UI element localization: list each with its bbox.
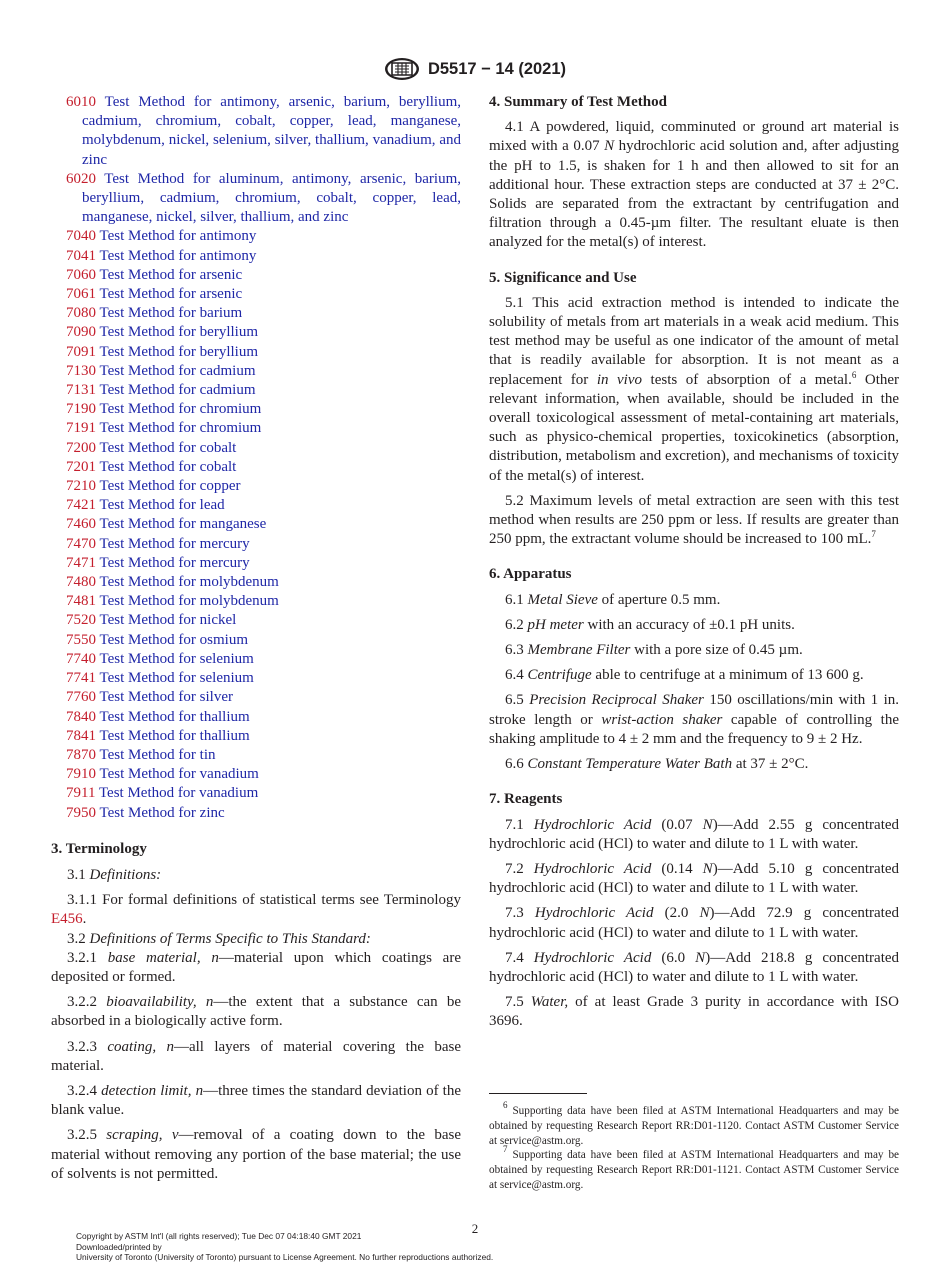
reference-item[interactable] (51, 304, 461, 323)
reference-title[interactable]: Test Method for thallium (99, 727, 250, 744)
reference-number[interactable]: 7760 (66, 689, 96, 706)
reference-title[interactable]: Test Method for cadmium (99, 362, 256, 379)
reference-number[interactable]: 7130 (66, 362, 96, 379)
right-column (489, 93, 899, 1032)
reference-title[interactable]: Test Method for selenium (99, 670, 254, 687)
reference-number[interactable]: 7041 (66, 247, 96, 264)
reference-item[interactable] (51, 381, 461, 400)
reference-number[interactable]: 7060 (66, 266, 96, 283)
reference-title[interactable]: Test Method for beryllium (99, 343, 258, 360)
para-3-2-3: 3.2.3 coating, n—all layers of material covering the base material. (51, 1038, 461, 1074)
para-3-1-1: 3.1.1 For formal definitions of statistical terms see Terminology E456. (51, 892, 462, 928)
reference-number[interactable]: 7040 (66, 228, 96, 245)
reference-item[interactable] (51, 727, 461, 746)
reference-item[interactable] (51, 419, 461, 438)
para-6-1: 6.1 Metal Sieve of aperture 0.5 mm. (505, 591, 721, 608)
reference-number[interactable]: 7481 (66, 593, 96, 610)
para-6-6: 6.6 Constant Temperature Water Bath at 37 ± 2°C. (505, 756, 809, 773)
reference-number[interactable]: 7520 (66, 612, 96, 629)
reference-item[interactable] (51, 170, 461, 228)
reference-item[interactable] (51, 784, 461, 803)
reference-item[interactable] (51, 343, 461, 362)
reference-item[interactable] (51, 362, 461, 381)
reference-title[interactable]: Test Method for cadmium (99, 382, 256, 399)
reference-number[interactable]: 7910 (66, 766, 96, 783)
link-e456[interactable]: E456 (51, 911, 83, 928)
para-4-1: 4.1 A powdered, liquid, comminuted or ground art material is mixed with a 0.07 N hydrochloric acid solution and, after adjusting the pH to 1.5, is shaken for 1 h and then allowed to sit for an additional hour. These extraction steps are conducted at 37 ± 2°C. Solids are separated from the extractant by centrifugation and filtration through a 0.45-µm filter. The resultant eluate is then analyzed for the metal(s) of interest. (489, 119, 900, 251)
reference-number[interactable]: 7091 (66, 343, 96, 360)
reference-item[interactable] (51, 458, 461, 477)
para-6-4: 6.4 Centrifuge able to centrifuge at a minimum of 13 600 g. (505, 667, 864, 684)
para-5-1: 5.1 This acid extraction method is intended to indicate the solubility of metals from art materials in a weak acid medium. This test method may be useful as one indicator of the amount of metal that is readily available for absorption. It is not meant as a replacement for in vivo tests of absorption of a metal.$^6$ Other relevant information, when available, should be included in the overall toxicological assessment of metal-containing art materials, such as physico-chemical properties, toxicokinetics (absorption, distribution, metabolism and excretion), and mechanisms of toxicity of the metal(s) of interest. (489, 294, 900, 484)
section-heading-apparatus: 6. Apparatus (489, 566, 572, 583)
para-7-2: 7.2 Hydrochloric Acid (0.14 N)—Add 5.10 g concentrated hydrochloric acid (HCl) to water and dilute to 1 L with water. (489, 860, 900, 897)
reference-item[interactable] (51, 592, 461, 611)
para-3-2-5: 3.2.5 scraping, v—removal of a coating down to the base material without removing any portion of the base material; the use of solvents is not permitted. (51, 1127, 461, 1182)
reference-item[interactable] (51, 746, 461, 765)
para-7-3: 7.3 Hydrochloric Acid (2.0 N)—Add 72.9 g concentrated hydrochloric acid (HCl) to water and dilute to 1 L with water. (489, 905, 900, 941)
reference-title[interactable]: Test Method for copper (99, 478, 241, 495)
para-3-2-2: 3.2.2 bioavailability, n—the extent that a substance can be absorbed in a biologically active form. (51, 994, 462, 1030)
reference-number[interactable]: 7911 (66, 785, 96, 802)
left-column (51, 93, 461, 1184)
reference-item[interactable] (51, 266, 461, 285)
reference-number[interactable]: 7550 (66, 631, 96, 648)
reference-title[interactable]: Test Method for zinc (99, 804, 225, 821)
reference-title[interactable]: Test Method for nickel (99, 612, 237, 629)
reference-number[interactable]: 7210 (66, 478, 96, 495)
footnote-ref-7[interactable]: 7 (871, 529, 876, 540)
footnote-7: $^7$ Supporting data have been filed at ASTM International Headquarters and may be obtained by requesting Research Report RR:D01-1121. Contact ASTM Customer Service at service@astm.org. (489, 1144, 900, 1191)
reference-item[interactable] (51, 247, 461, 266)
reference-item[interactable] (51, 400, 461, 419)
reference-title[interactable]: Test Method for antimony (99, 228, 257, 245)
reference-number[interactable]: 7131 (66, 382, 96, 399)
reference-item[interactable] (51, 611, 461, 630)
copyright-notice (76, 1231, 776, 1263)
page-header (0, 56, 950, 82)
para-7-4: 7.4 Hydrochloric Acid (6.0 N)—Add 218.8 g concentrated hydrochloric acid (HCl) to water and dilute to 1 L with water. (489, 949, 900, 985)
reference-item[interactable] (51, 554, 461, 573)
reference-number[interactable]: 7200 (66, 439, 96, 456)
para-3-2-4: 3.2.4 detection limit, n—three times the standard deviation of the blank value. (51, 1082, 461, 1119)
reference-title[interactable]: Test Method for tin (99, 746, 216, 763)
reference-item[interactable] (51, 496, 461, 515)
reference-item[interactable] (51, 669, 461, 688)
reference-item[interactable] (51, 515, 461, 534)
para-6-3: 6.3 Membrane Filter with a pore size of 0.45 µm. (505, 642, 803, 659)
reference-title[interactable]: Test Method for cobalt (99, 458, 237, 475)
reference-title[interactable]: Test Method for arsenic (99, 266, 243, 283)
reference-item[interactable] (51, 323, 461, 342)
reference-number[interactable]: 7191 (66, 420, 96, 437)
reference-title[interactable]: Test Method for mercury (99, 535, 250, 552)
section-heading-reagents: 7. Reagents (489, 791, 563, 808)
para-7-1: 7.1 Hydrochloric Acid (0.07 N)—Add 2.55 g concentrated hydrochloric acid (HCl) to water and dilute to 1 L with water. (489, 816, 900, 852)
reference-number[interactable]: 6010 (66, 94, 96, 110)
reference-number[interactable]: 7471 (66, 554, 96, 571)
footnotes (489, 1100, 900, 1193)
reference-list (51, 93, 461, 823)
reference-title[interactable]: Test Method for manganese (99, 516, 267, 533)
para-3-1: 3.1 Definitions: (67, 866, 162, 883)
copyright-line-2: Downloaded/printed by (76, 1241, 162, 1252)
reference-number[interactable]: 7740 (66, 650, 96, 667)
reference-title[interactable]: Test Method for barium (99, 305, 243, 322)
page-number: 2 (471, 1221, 479, 1236)
reference-item[interactable] (51, 439, 461, 458)
footnote-rule (489, 1093, 587, 1094)
copyright-line-3: University of Toronto (University of Toronto) pursuant to License Agreement. No further reproductions authorized. (76, 1252, 494, 1263)
reference-title[interactable]: Test Method for molybdenum (99, 593, 279, 610)
reference-title[interactable]: Test Method for silver (99, 689, 233, 706)
reference-number[interactable]: 7460 (66, 516, 96, 533)
reference-item[interactable] (51, 535, 461, 554)
reference-item[interactable] (51, 477, 461, 496)
reference-number[interactable]: 7480 (66, 574, 96, 591)
reference-title[interactable]: Test Method for antimony, arsenic, barium, beryllium, cadmium, chromium, cobalt, copper, lead, manganese, molybdenum, nickel, selenium, silver, thallium, vanadium, and zinc (82, 94, 461, 168)
section-heading-summary: 4. Summary of Test Method (489, 94, 667, 110)
reference-title[interactable]: Test Method for arsenic (99, 286, 243, 303)
reference-item[interactable] (51, 573, 461, 592)
reference-item[interactable] (51, 285, 461, 304)
section-heading-significance: 5. Significance and Use (489, 269, 637, 286)
reference-number[interactable]: 7841 (66, 727, 96, 744)
reference-number[interactable]: 6020 (66, 170, 96, 187)
reference-title[interactable]: Test Method for beryllium (99, 324, 258, 341)
reference-number[interactable]: 7190 (66, 401, 96, 418)
reference-item[interactable] (51, 227, 461, 246)
reference-number[interactable]: 7470 (66, 535, 96, 552)
para-3-2: 3.2 Definitions of Terms Specific to This Standard: (67, 930, 371, 947)
reference-title[interactable]: Test Method for vanadium (98, 785, 259, 802)
reference-title[interactable]: Test Method for lead (99, 497, 225, 514)
reference-title[interactable]: Test Method for chromium (99, 420, 262, 437)
reference-title[interactable]: Test Method for mercury (99, 554, 250, 571)
reference-title[interactable]: Test Method for chromium (99, 401, 262, 418)
reference-title[interactable]: Test Method for thallium (99, 708, 250, 725)
footnote-6: $^6$ Supporting data have been filed at ASTM International Headquarters and may be obtained by requesting Research Report RR:D01-1120. Contact ASTM Customer Service at service@astm.org. (489, 1100, 900, 1147)
reference-number[interactable]: 7421 (66, 497, 96, 514)
section-heading-terminology: 3. Terminology (51, 840, 147, 857)
reference-number[interactable]: 7870 (66, 746, 96, 763)
para-7-5: 7.5 Water, of at least Grade 3 purity in accordance with ISO 3696. (489, 994, 899, 1030)
reference-title[interactable]: Test Method for osmium (99, 631, 249, 648)
reference-title[interactable]: Test Method for aluminum, antimony, arsenic, barium, beryllium, cadmium, chromium, cobalt, copper, lead, manganese, nickel, silver, thallium, and zinc (82, 170, 461, 226)
reference-item[interactable] (51, 631, 461, 650)
document-id: D5517 − 14 (2021) (427, 59, 567, 78)
footnote-ref-6[interactable]: 6 (851, 369, 857, 380)
para-3-2-1: 3.2.1 base material, n—material upon which coatings are deposited or formed. (51, 949, 461, 985)
astm-logo-icon (384, 57, 420, 81)
para-6-2: 6.2 pH meter with an accuracy of ±0.1 pH units. (505, 616, 795, 633)
reference-number[interactable]: 7840 (66, 708, 96, 725)
reference-title[interactable]: Test Method for molybdenum (99, 574, 279, 591)
reference-number[interactable]: 7741 (66, 670, 96, 687)
reference-number[interactable]: 7201 (66, 458, 96, 475)
reference-item[interactable] (51, 708, 461, 727)
reference-number[interactable]: 7080 (66, 305, 96, 322)
para-5-2: 5.2 Maximum levels of metal extraction are seen with this test method when results are 250 ppm or less. If results are greater than 250 ppm, the extractant volume should be increased to 100 mL.$^7$ (489, 492, 900, 548)
reference-item[interactable] (51, 93, 461, 170)
reference-item[interactable] (51, 650, 461, 669)
reference-title[interactable]: Test Method for antimony (99, 247, 257, 264)
copyright-line-1: Copyright by ASTM Int'l (all rights reserved); Tue Dec 07 04:18:40 GMT 2021 (76, 1231, 362, 1241)
reference-item[interactable] (51, 688, 461, 707)
reference-item[interactable] (51, 765, 461, 784)
reference-title[interactable]: Test Method for cobalt (99, 439, 237, 456)
reference-title[interactable]: Test Method for vanadium (99, 766, 259, 783)
reference-title[interactable]: Test Method for selenium (99, 650, 254, 667)
reference-number[interactable]: 7950 (66, 804, 96, 821)
reference-number[interactable]: 7061 (66, 286, 96, 303)
reference-item[interactable] (51, 804, 461, 823)
para-6-5: 6.5 Precision Reciprocal Shaker 150 oscillations/min with 1 in. stroke length or wrist-action shaker capable of controlling the shaking amplitude to 4 ± 2 mm and the frequency to 9 ± 2 Hz. (489, 692, 900, 747)
reference-number[interactable]: 7090 (66, 324, 96, 341)
